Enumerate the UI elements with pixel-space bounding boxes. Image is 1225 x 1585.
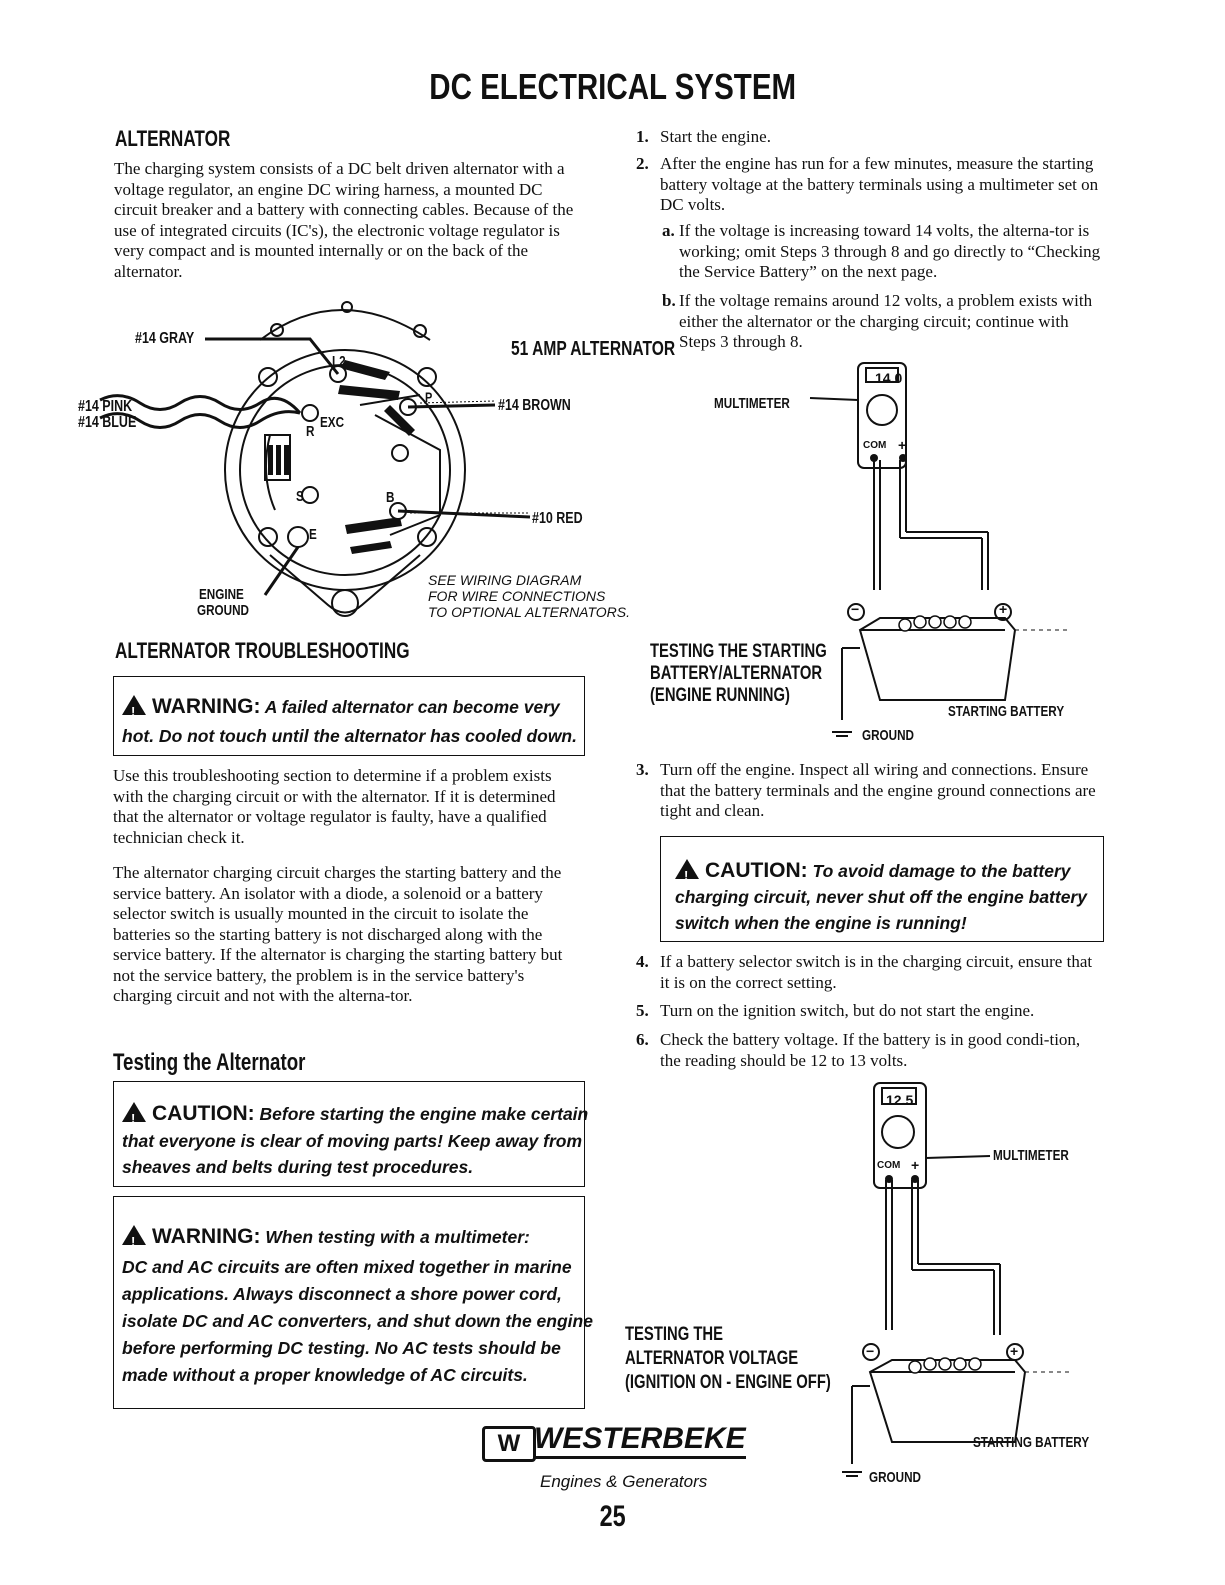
warning-triangle-icon: [122, 1225, 146, 1245]
label-14-brown: #14 BROWN: [498, 397, 571, 414]
brand-tagline: Engines & Generators: [540, 1472, 708, 1491]
warning-triangle-icon: [122, 695, 146, 715]
page-number: 25: [599, 1500, 626, 1533]
label-engine: ENGINE: [199, 586, 244, 603]
step-4: 4. If a battery selector switch is in the charging circuit, ensure that it is on the correct setting.: [636, 952, 1093, 992]
alt-diagram-title: 51 AMP ALTERNATOR: [511, 338, 676, 360]
fig2-ground-label: GROUND: [869, 1469, 922, 1486]
troubleshooting-para2: The alternator charging circuit charges the starting battery and the service battery. An isolator with a diode, a solenoid or a battery selector switch is usually mounted in the circuit to isolate the batteries so the starting battery is not discharged along with the service battery. If the alternator is charging the starting battery but not the service battery, the problem is in the service battery's charging circuit and not with the alterna-tor.: [113, 863, 563, 1005]
terminal-s: S: [296, 488, 304, 505]
testing-heading: Testing the Alternator: [113, 1049, 306, 1076]
step-2b: b. If the voltage remains around 12 volts, a problem exists with either the alternator or the charging circuit; continue with Steps 3 through 8.: [662, 291, 1093, 351]
alternator-body: The charging system consists of a DC belt driven alternator with a voltage regulator, an engine DC wiring harness, a mounted DC circuit breaker and a battery with connecting cables. Because of the use of integrated circuits (IC's), the electronic voltage regulator is very compact and is mounted internally or on the back of the alternator.: [114, 159, 574, 281]
step-2: 2. After the engine has run for a few minutes, measure the starting battery voltage at the battery terminals using a multimeter set on DC volts.: [636, 154, 1099, 214]
label-ground: GROUND: [197, 602, 250, 619]
fig2-neg: −: [866, 1343, 875, 1359]
troubleshooting-para1: Use this troubleshooting section to determine if a problem exists with the charging circuit or with the alternator. If it is determined that the alternator or voltage regulator is faulty, have a qualified technician check it.: [113, 766, 556, 847]
step-5: 5. Turn on the ignition switch, but do not start the engine.: [636, 1001, 1035, 1020]
page-title: DC ELECTRICAL SYSTEM: [429, 66, 796, 107]
step-1: 1. Start the engine.: [636, 127, 771, 146]
alternator-heading: ALTERNATOR: [115, 126, 231, 151]
fig1-ground-label: GROUND: [862, 727, 915, 744]
fig1-com: COM: [863, 440, 887, 451]
fig2-battery-label: STARTING BATTERY: [973, 1434, 1090, 1451]
troubleshooting-heading: ALTERNATOR TROUBLESHOOTING: [115, 638, 410, 663]
terminal-e: E: [309, 526, 317, 543]
fig2-com: COM: [877, 1160, 901, 1171]
fig2-reading: 12.5: [886, 1092, 914, 1108]
terminal-exc: EXC: [320, 414, 345, 431]
fig2-title: TESTING THE ALTERNATOR VOLTAGE (IGNITION ON - ENGINE OFF): [625, 1324, 831, 1393]
fig1-multimeter-label: MULTIMETER: [714, 395, 790, 412]
fig1-reading: 14.0: [875, 370, 903, 386]
fig2-pos: +: [1010, 1343, 1019, 1359]
label-14-blue: #14 BLUE: [78, 414, 137, 431]
fig1-pos: +: [999, 601, 1008, 617]
warning-box-multimeter: !WARNING: When testing with a multimeter: DC and AC circuits are often mixed together in marine applications. Always disconnect a shore power cord, isolate DC and AC converters, and shut down the engine before performing DC testing. No AC tests should be made without a proper knowledge of AC circuits.: [113, 1196, 585, 1409]
terminal-p: P: [425, 389, 433, 405]
fig1-neg: −: [851, 601, 860, 617]
step-3: 3. Turn off the engine. Inspect all wiring and connections. Ensure that the battery terminals and the engine ground connections are tight and clean.: [636, 760, 1096, 820]
terminal-r: R: [306, 423, 315, 440]
fig1-plus: +: [898, 437, 907, 453]
caution-triangle-icon: [675, 859, 699, 879]
fig1-title: TESTING THE STARTING BATTERY/ALTERNATOR (ENGINE RUNNING): [650, 641, 827, 706]
caution-triangle-icon: [122, 1102, 146, 1122]
step-2a: a. If the voltage is increasing toward 14 volts, the alterna-tor is working; omit Steps 3 through 8 and go directly to “Checking the Service Battery” on the next page.: [662, 221, 1101, 281]
terminal-l2: L2: [332, 353, 346, 370]
fig2-multimeter-label: MULTIMETER: [993, 1147, 1069, 1164]
alt-note: SEE WIRING DIAGRAM FOR WIRE CONNECTIONS TO OPTIONAL ALTERNATORS.: [428, 572, 631, 620]
caution-box-moving-parts: !CAUTION: Before starting the engine make certain that everyone is clear of moving parts! Keep away from sheaves and belts during test procedures.: [113, 1081, 585, 1187]
label-14-pink: #14 PINK: [78, 398, 133, 415]
warning-box-hot: !WARNING: A failed alternator can become very hot. Do not touch until the alternator has cooled down.: [113, 676, 585, 756]
label-14-gray: #14 GRAY: [135, 330, 195, 347]
terminal-b: B: [386, 489, 395, 506]
fig2-plus: +: [911, 1157, 920, 1173]
caution-box-battery-switch: !CAUTION: To avoid damage to the battery charging circuit, never shut off the engine battery switch when the engine is running!: [660, 836, 1104, 942]
westerbeke-logo-mark: W: [482, 1426, 536, 1462]
step-6: 6. Check the battery voltage. If the battery is in good condi-tion, the reading should be 12 to 13 volts.: [636, 1030, 1081, 1070]
label-10-red: #10 RED: [532, 510, 583, 527]
fig1-battery-label: STARTING BATTERY: [948, 703, 1065, 720]
brand-name: WESTERBEKE: [534, 1422, 746, 1459]
